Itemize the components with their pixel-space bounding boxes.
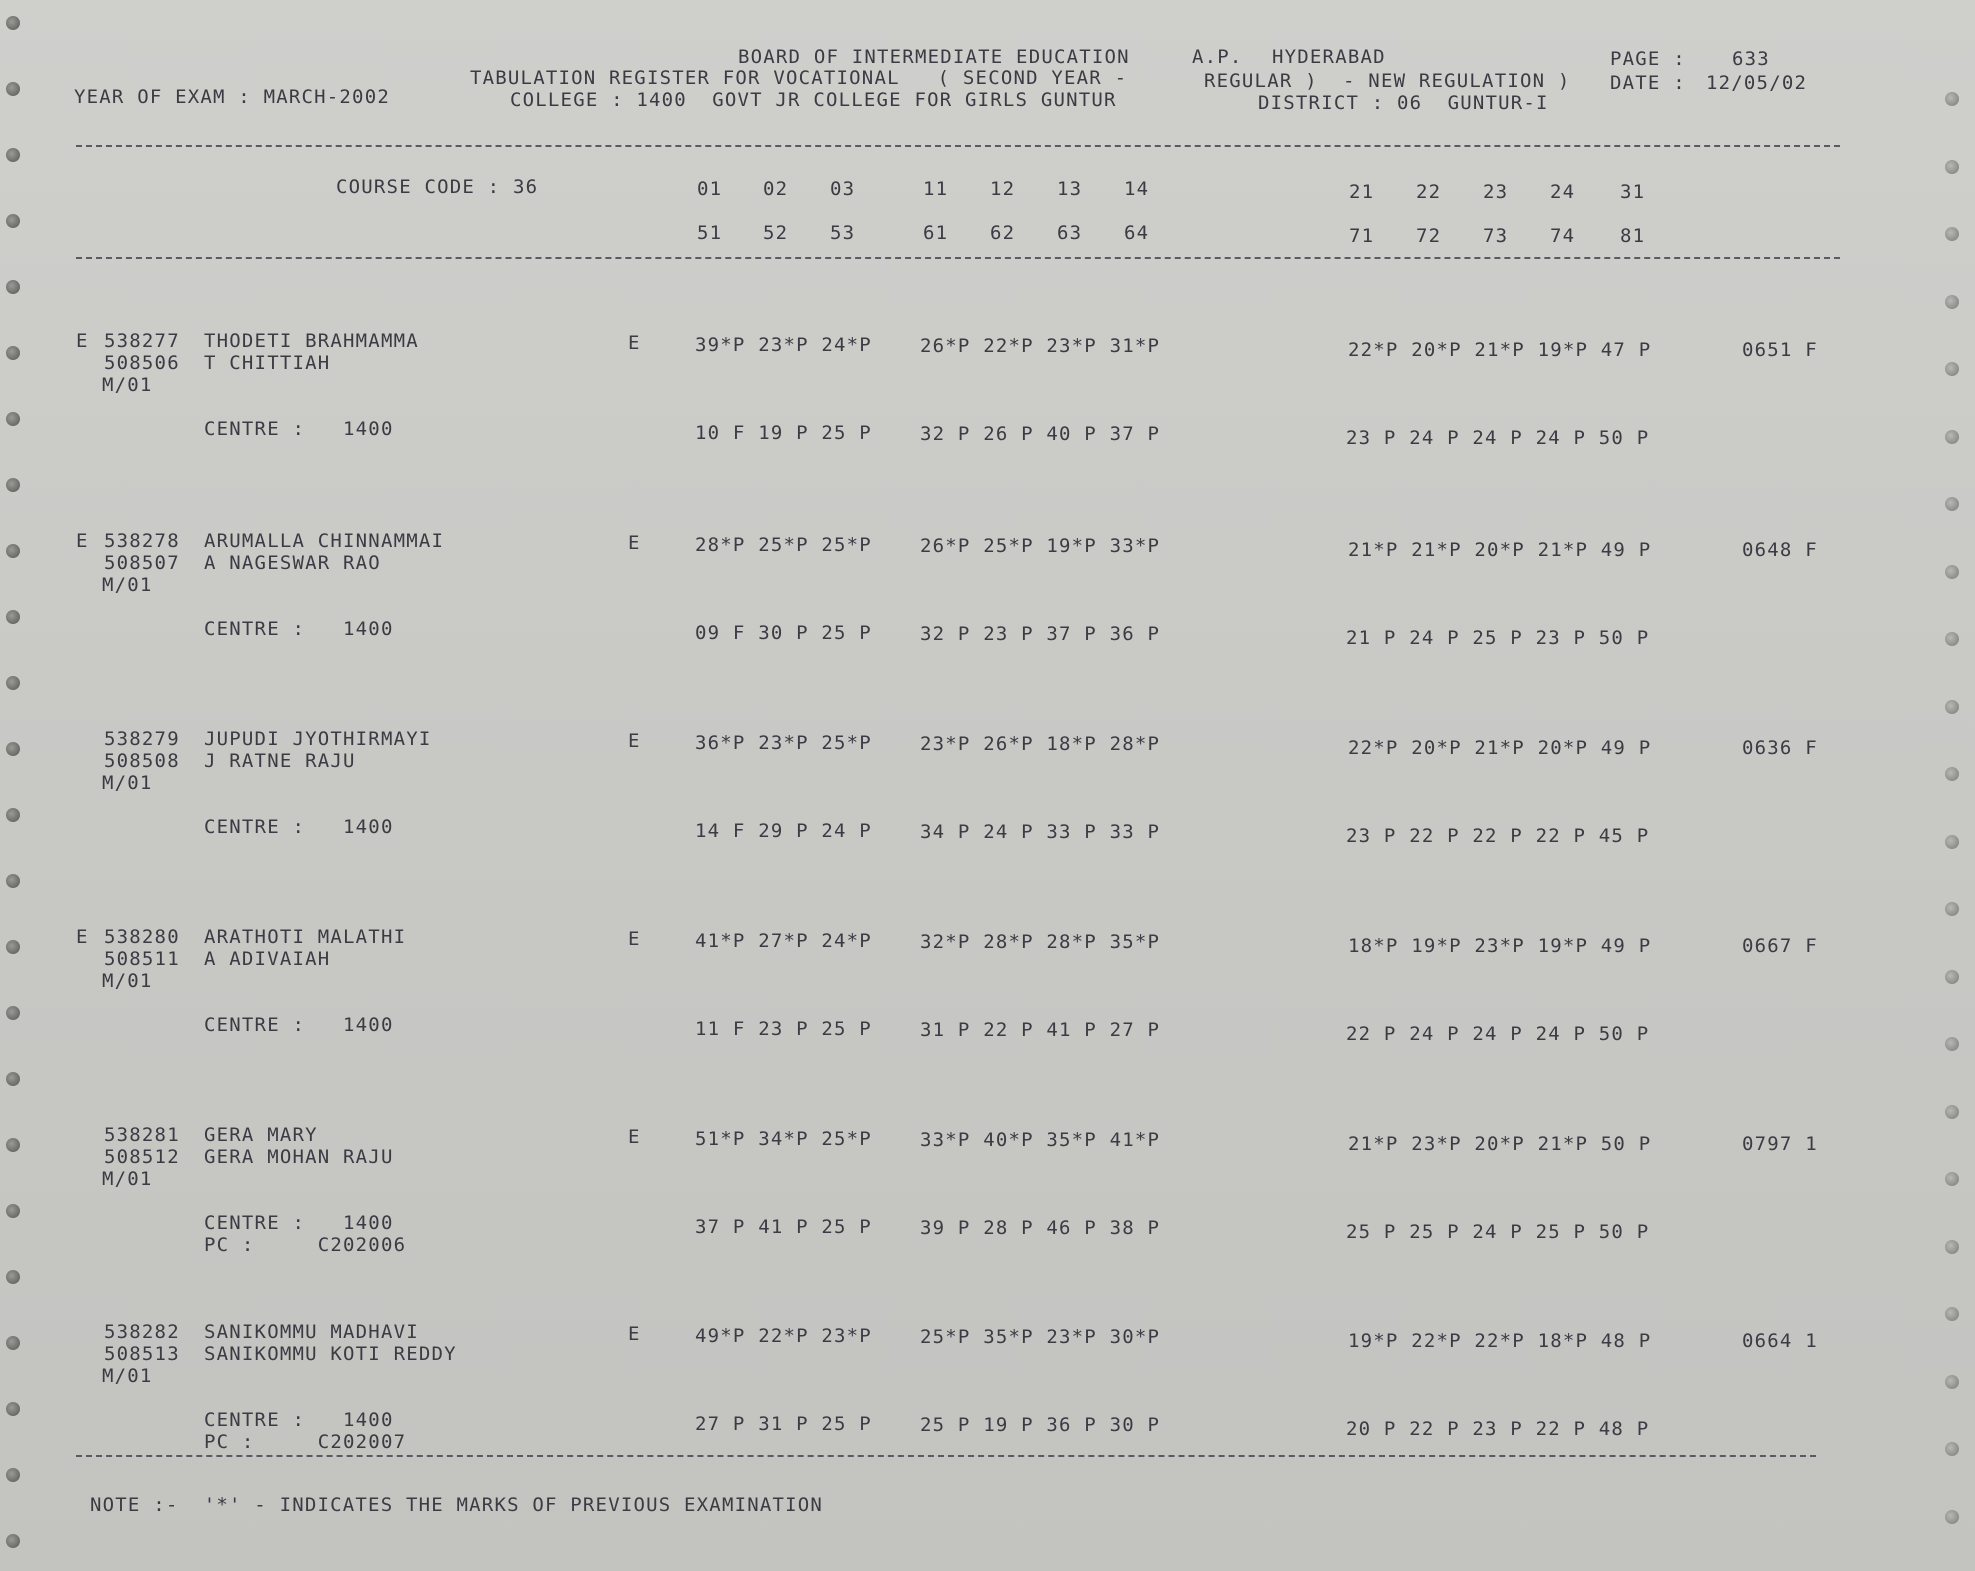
pc-label: PC : C202006 [204, 1234, 407, 1256]
feed-hole [6, 1468, 20, 1482]
student-name: JUPUDI JYOTHIRMAYI [204, 728, 432, 750]
student-name: SANIKOMMU MADHAVI [204, 1321, 419, 1343]
marks-part1: 41*P 27*P 24*P [695, 930, 872, 952]
date-label: DATE : [1610, 72, 1686, 94]
column-code: 14 [1124, 178, 1150, 200]
hall-ticket-number: 538282 [104, 1321, 180, 1343]
column-code: 73 [1483, 225, 1509, 247]
date-value: 12/05/02 [1706, 72, 1808, 94]
roll-number: 508512 [104, 1146, 180, 1168]
marks-part1: 49*P 22*P 23*P [695, 1325, 872, 1347]
column-code: 31 [1620, 181, 1646, 203]
year-of-exam: YEAR OF EXAM : MARCH-2002 [74, 86, 390, 108]
column-code: 61 [923, 222, 949, 244]
category-code: M/01 [102, 1365, 153, 1387]
column-code: 74 [1550, 225, 1576, 247]
feed-hole [1945, 902, 1959, 916]
result-total: 0667 F [1742, 935, 1818, 957]
marks-part3: 22*P 20*P 21*P 20*P 49 P [1348, 737, 1652, 759]
page-number: 633 [1732, 48, 1770, 70]
marks-part1-current: 27 P 31 P 25 P [695, 1413, 872, 1435]
roll-number: 508513 [104, 1343, 180, 1365]
city-label: HYDERABAD [1272, 46, 1386, 68]
feed-hole [6, 1402, 20, 1416]
marks-part1-current: 37 P 41 P 25 P [695, 1216, 872, 1238]
marks-part2-current: 25 P 19 P 36 P 30 P [920, 1414, 1161, 1436]
student-flag: E [76, 530, 89, 552]
feed-hole [6, 214, 20, 228]
result-total: 0651 F [1742, 339, 1818, 361]
marks-part2-current: 32 P 23 P 37 P 36 P [920, 623, 1161, 645]
marks-part3: 19*P 22*P 22*P 18*P 48 P [1348, 1330, 1652, 1352]
feed-hole [6, 808, 20, 822]
column-code: 64 [1124, 222, 1150, 244]
student-name: THODETI BRAHMAMMA [204, 330, 419, 352]
feed-hole [6, 412, 20, 426]
column-code: 11 [923, 178, 949, 200]
column-code: 63 [1057, 222, 1083, 244]
marks-part2-current: 34 P 24 P 33 P 33 P [920, 821, 1161, 843]
father-name: T CHITTIAH [204, 352, 331, 374]
roll-number: 508506 [104, 352, 180, 374]
feed-hole [1945, 767, 1959, 781]
column-code: 12 [990, 178, 1016, 200]
centre-label: CENTRE : 1400 [204, 816, 394, 838]
marks-part1-current: 09 F 30 P 25 P [695, 622, 872, 644]
centre-label: CENTRE : 1400 [204, 1409, 394, 1431]
column-code: 62 [990, 222, 1016, 244]
feed-hole [6, 1204, 20, 1218]
marks-part3: 21*P 21*P 20*P 21*P 49 P [1348, 539, 1652, 561]
feed-hole [1945, 970, 1959, 984]
category-code: M/01 [102, 374, 153, 396]
state-label: A.P. [1192, 46, 1243, 68]
column-code: 53 [830, 222, 856, 244]
medium-code: E [628, 332, 641, 354]
centre-label: CENTRE : 1400 [204, 418, 394, 440]
feed-hole [1945, 632, 1959, 646]
feed-hole [6, 478, 20, 492]
feed-hole [1945, 1307, 1959, 1321]
marks-part1: 28*P 25*P 25*P [695, 534, 872, 556]
student-name: ARATHOTI MALATHI [204, 926, 407, 948]
medium-code: E [628, 1126, 641, 1148]
medium-code: E [628, 928, 641, 950]
marks-part2: 33*P 40*P 35*P 41*P [920, 1129, 1161, 1151]
roll-number: 508511 [104, 948, 180, 970]
feed-hole [6, 544, 20, 558]
feed-hole [1945, 1442, 1959, 1456]
column-code: 22 [1416, 181, 1442, 203]
feed-hole [6, 1006, 20, 1020]
feed-hole [1945, 160, 1959, 174]
regulation-label: REGULAR ) - NEW REGULATION ) [1204, 70, 1571, 92]
medium-code: E [628, 1323, 641, 1345]
feed-hole [6, 1534, 20, 1548]
student-name: GERA MARY [204, 1124, 318, 1146]
college-label: COLLEGE : 1400 GOVT JR COLLEGE FOR GIRLS GUNTUR [510, 89, 1117, 111]
marks-part2-current: 31 P 22 P 41 P 27 P [920, 1019, 1161, 1041]
centre-label: CENTRE : 1400 [204, 1014, 394, 1036]
marks-part3: 21*P 23*P 20*P 21*P 50 P [1348, 1133, 1652, 1155]
student-name: ARUMALLA CHINNAMMAI [204, 530, 445, 552]
result-total: 0648 F [1742, 539, 1818, 561]
feed-hole [1945, 1375, 1959, 1389]
column-code: 03 [830, 178, 856, 200]
feed-hole [6, 1336, 20, 1350]
column-code: 81 [1620, 225, 1646, 247]
centre-label: CENTRE : 1400 [204, 1212, 394, 1234]
feed-hole [1945, 362, 1959, 376]
column-code: 23 [1483, 181, 1509, 203]
feed-hole [1945, 565, 1959, 579]
marks-part3-current: 25 P 25 P 24 P 25 P 50 P [1346, 1221, 1650, 1243]
marks-part3-current: 23 P 24 P 24 P 24 P 50 P [1346, 427, 1650, 449]
feed-hole [6, 676, 20, 690]
roll-number: 508508 [104, 750, 180, 772]
feed-hole [1945, 92, 1959, 106]
hall-ticket-number: 538281 [104, 1124, 180, 1146]
marks-part2: 26*P 22*P 23*P 31*P [920, 335, 1161, 357]
header-divider [76, 145, 1840, 147]
student-flag: E [76, 330, 89, 352]
feed-hole [6, 742, 20, 756]
student-flag: E [76, 926, 89, 948]
marks-part2: 23*P 26*P 18*P 28*P [920, 733, 1161, 755]
marks-part3: 22*P 20*P 21*P 19*P 47 P [1348, 339, 1652, 361]
father-name: A NAGESWAR RAO [204, 552, 381, 574]
feed-hole [1945, 835, 1959, 849]
category-code: M/01 [102, 1168, 153, 1190]
column-code: 51 [697, 222, 723, 244]
marks-part2-current: 32 P 26 P 40 P 37 P [920, 423, 1161, 445]
column-code: 21 [1349, 181, 1375, 203]
feed-hole [1945, 1105, 1959, 1119]
footer-note: NOTE :- '*' - INDICATES THE MARKS OF PREVIOUS EXAMINATION [90, 1494, 824, 1516]
feed-hole [1945, 1172, 1959, 1186]
feed-hole [1945, 1510, 1959, 1524]
feed-hole [6, 280, 20, 294]
result-total: 0664 1 [1742, 1330, 1818, 1352]
feed-hole [6, 610, 20, 624]
feed-hole [6, 1072, 20, 1086]
marks-part3-current: 22 P 24 P 24 P 24 P 50 P [1346, 1023, 1650, 1045]
course-code: COURSE CODE : 36 [336, 176, 539, 198]
feed-hole [1945, 430, 1959, 444]
result-total: 0636 F [1742, 737, 1818, 759]
marks-part1-current: 14 F 29 P 24 P [695, 820, 872, 842]
marks-part1: 39*P 23*P 24*P [695, 334, 872, 356]
page-label: PAGE : [1610, 48, 1686, 70]
marks-part3-current: 21 P 24 P 25 P 23 P 50 P [1346, 627, 1650, 649]
feed-hole [6, 346, 20, 360]
column-code: 02 [763, 178, 789, 200]
column-code: 71 [1349, 225, 1375, 247]
feed-hole [1945, 1037, 1959, 1051]
father-name: GERA MOHAN RAJU [204, 1146, 394, 1168]
footer-divider [76, 1455, 1816, 1457]
marks-part1: 36*P 23*P 25*P [695, 732, 872, 754]
column-code: 72 [1416, 225, 1442, 247]
column-code: 13 [1057, 178, 1083, 200]
result-total: 0797 1 [1742, 1133, 1818, 1155]
feed-hole [6, 940, 20, 954]
column-code: 01 [697, 178, 723, 200]
category-code: M/01 [102, 574, 153, 596]
feed-hole [6, 16, 20, 30]
marks-part1-current: 11 F 23 P 25 P [695, 1018, 872, 1040]
feed-hole [1945, 497, 1959, 511]
medium-code: E [628, 730, 641, 752]
centre-label: CENTRE : 1400 [204, 618, 394, 640]
feed-hole [1945, 227, 1959, 241]
feed-hole [1945, 295, 1959, 309]
board-title: BOARD OF INTERMEDIATE EDUCATION [738, 46, 1130, 68]
marks-part2: 26*P 25*P 19*P 33*P [920, 535, 1161, 557]
columns-divider [76, 257, 1840, 259]
column-code: 24 [1550, 181, 1576, 203]
category-code: M/01 [102, 970, 153, 992]
marks-part2-current: 39 P 28 P 46 P 38 P [920, 1217, 1161, 1239]
marks-part1-current: 10 F 19 P 25 P [695, 422, 872, 444]
hall-ticket-number: 538279 [104, 728, 180, 750]
category-code: M/01 [102, 772, 153, 794]
marks-part3-current: 20 P 22 P 23 P 22 P 48 P [1346, 1418, 1650, 1440]
marks-part2: 25*P 35*P 23*P 30*P [920, 1326, 1161, 1348]
marks-part2: 32*P 28*P 28*P 35*P [920, 931, 1161, 953]
marks-part3-current: 23 P 22 P 22 P 22 P 45 P [1346, 825, 1650, 847]
father-name: A ADIVAIAH [204, 948, 331, 970]
feed-hole [6, 1270, 20, 1284]
column-code: 52 [763, 222, 789, 244]
marks-part3: 18*P 19*P 23*P 19*P 49 P [1348, 935, 1652, 957]
father-name: SANIKOMMU KOTI REDDY [204, 1343, 457, 1365]
medium-code: E [628, 532, 641, 554]
feed-hole [6, 1138, 20, 1152]
register-title: TABULATION REGISTER FOR VOCATIONAL ( SECOND YEAR - [470, 67, 1128, 89]
feed-hole [6, 874, 20, 888]
feed-hole [6, 148, 20, 162]
feed-hole [6, 82, 20, 96]
marks-part1: 51*P 34*P 25*P [695, 1128, 872, 1150]
feed-hole [1945, 700, 1959, 714]
father-name: J RATNE RAJU [204, 750, 356, 772]
hall-ticket-number: 538280 [104, 926, 180, 948]
hall-ticket-number: 538278 [104, 530, 180, 552]
roll-number: 508507 [104, 552, 180, 574]
hall-ticket-number: 538277 [104, 330, 180, 352]
pc-label: PC : C202007 [204, 1431, 407, 1453]
district-label: DISTRICT : 06 GUNTUR-I [1258, 92, 1549, 114]
feed-hole [1945, 1240, 1959, 1254]
